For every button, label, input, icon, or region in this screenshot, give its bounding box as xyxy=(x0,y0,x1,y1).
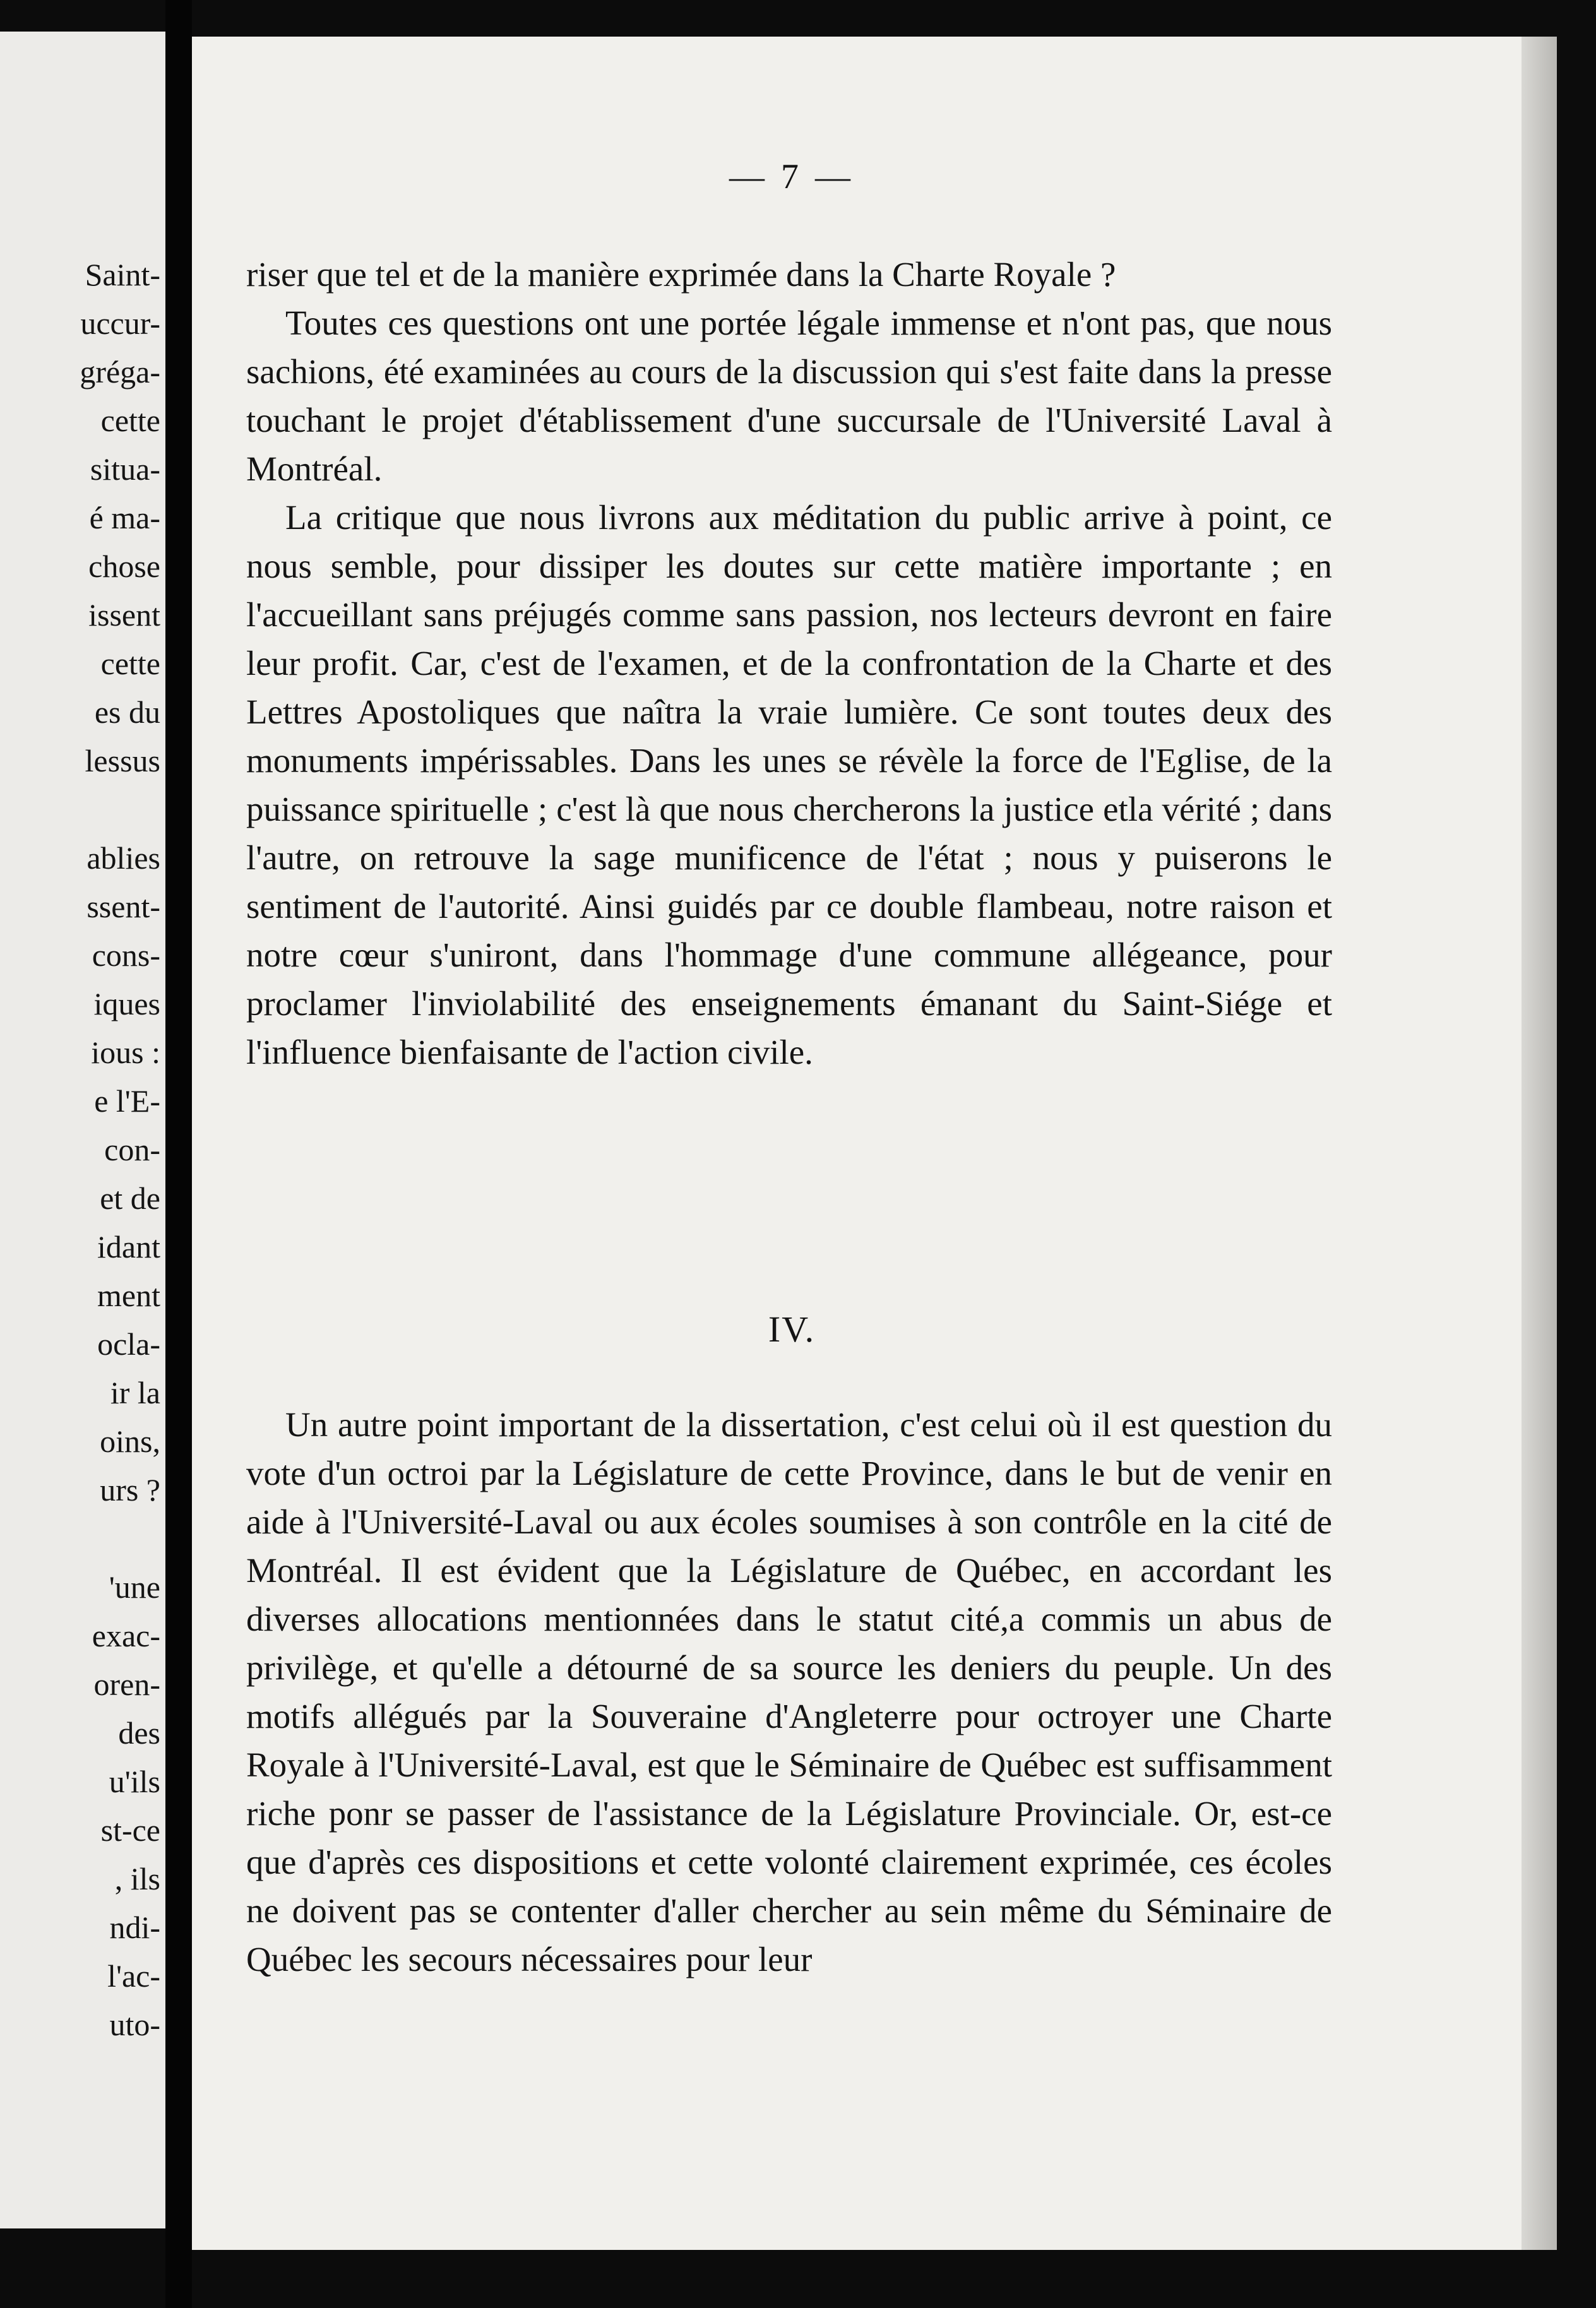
fragment-line: Saint- xyxy=(85,257,160,292)
fragment-line: ssent- xyxy=(86,889,160,924)
paragraph: riser que tel et de la manière exprimée dans la Charte Royale ? xyxy=(246,255,1116,294)
paragraph: La critique que nous livrons aux méditation du public arrive à point, ce nous semble, pour dissiper les doutes sur cette matière importante ; en l'accueillant sans préjugés comme sans passion, nos lecteurs devront en faire leur profit. Car, c'est de l'examen, et de la confrontation de la Charte et des Lettres Apostoliques que naîtra la vraie lumière. Ce sont toutes deux des monuments impérissables. Dans les unes se révèle la force de l'Eglise, de la puissance spirituelle ; c'est là que nous chercherons la justice etla vérité ; dans l'autre, on retrouve la sage munificence de l'état ; nous y puiserons le sentiment de l'autorité. Ainsi guidés par ce double flambeau, notre raison et notre cœur s'uniront, dans l'hommage d'une commune allégeance, pour proclamer l'inviolabilité des enseignements émanant du Saint-Siége et l'influence bienfaisante de l'action civile. xyxy=(246,498,1332,1071)
fragment-line: uto- xyxy=(109,2007,160,2042)
fragment-line: ablies xyxy=(86,840,160,876)
book-gutter xyxy=(165,0,192,2308)
fragment-line: st-ce xyxy=(100,1812,160,1848)
fragment-line: cons- xyxy=(92,937,160,973)
fragment-line: con- xyxy=(104,1132,160,1167)
fragment-line: 'une xyxy=(109,1569,160,1605)
fragment-line: gréga- xyxy=(80,354,160,390)
fragment-line: idant xyxy=(97,1229,160,1264)
fragment-line: des xyxy=(118,1715,160,1751)
book-page xyxy=(192,37,1557,2250)
fragment-line: lessus xyxy=(85,743,160,778)
fragment-line: e l'E- xyxy=(94,1083,160,1119)
fragment-line: oins, xyxy=(100,1424,160,1459)
fragment-line: é ma- xyxy=(89,500,160,535)
fragment-line: ment xyxy=(97,1278,160,1313)
fragment-line: exac- xyxy=(92,1618,160,1653)
fragment-line: iques xyxy=(93,986,160,1021)
fragment-line: ir la xyxy=(110,1375,160,1410)
text-block-top xyxy=(246,250,1332,1076)
paragraph: Un autre point important de la dissertation, c'est celui où il est question du vote d'un octroi par la Législature de cette Province, dans le but de venir en aide à l'Université-Laval ou aux écoles soumises à son contrôle en la cité de Montréal. Il est évident que la Législature de Québec, en accordant les diverses allocations mentionnées dans le statut cité,a commis un abus de privilège, et qu'elle a détourné de sa source les deniers du peuple. Un des motifs allégués par la Souveraine d'Angleterre pour octroyer une Charte Royale à l'Université-Laval, est que le Séminaire de Québec est suffisamment riche ponr se passer de l'assistance de la Législature Provinciale. Or, est-ce que d'après ces dispositions et cette volonté clairement exprimée, ces écoles ne doivent pas se contenter d'aller chercher au sein même du Séminaire de Québec les secours nécessaires pour leur xyxy=(246,1405,1332,1978)
text-block-bottom xyxy=(246,1400,1332,1984)
fragment-line: , ils xyxy=(114,1861,160,1896)
fragment-line: chose xyxy=(88,549,160,584)
fragment-line: urs ? xyxy=(100,1472,160,1508)
fragment-line: oren- xyxy=(93,1667,160,1702)
previous-page-fragment xyxy=(0,32,165,2228)
fragment-line: ocla- xyxy=(97,1326,160,1362)
fragment-line: u'ils xyxy=(109,1764,160,1799)
page-number: — 7 — xyxy=(729,157,854,196)
fragment-line: issent xyxy=(88,597,160,633)
page-edge xyxy=(1522,37,1557,2250)
fragment-line: ndi- xyxy=(109,1910,160,1945)
fragment-line: cette xyxy=(100,403,160,438)
fragment-line: es du xyxy=(94,694,160,730)
fragment-line: ious : xyxy=(91,1035,160,1070)
paragraph: Toutes ces questions ont une portée légale immense et n'ont pas, que nous sachions, été examinées au cours de la discussion qui s'est faite dans la presse touchant le projet d'établissement d'une succursale de l'Université Laval à Montréal. xyxy=(246,304,1332,488)
fragment-line: l'ac- xyxy=(107,1958,160,1994)
section-heading: IV. xyxy=(768,1309,816,1350)
fragment-line: cette xyxy=(100,646,160,681)
fragment-line: et de xyxy=(100,1181,160,1216)
fragment-line: uccur- xyxy=(80,306,160,341)
fragment-line: situa- xyxy=(90,451,160,487)
